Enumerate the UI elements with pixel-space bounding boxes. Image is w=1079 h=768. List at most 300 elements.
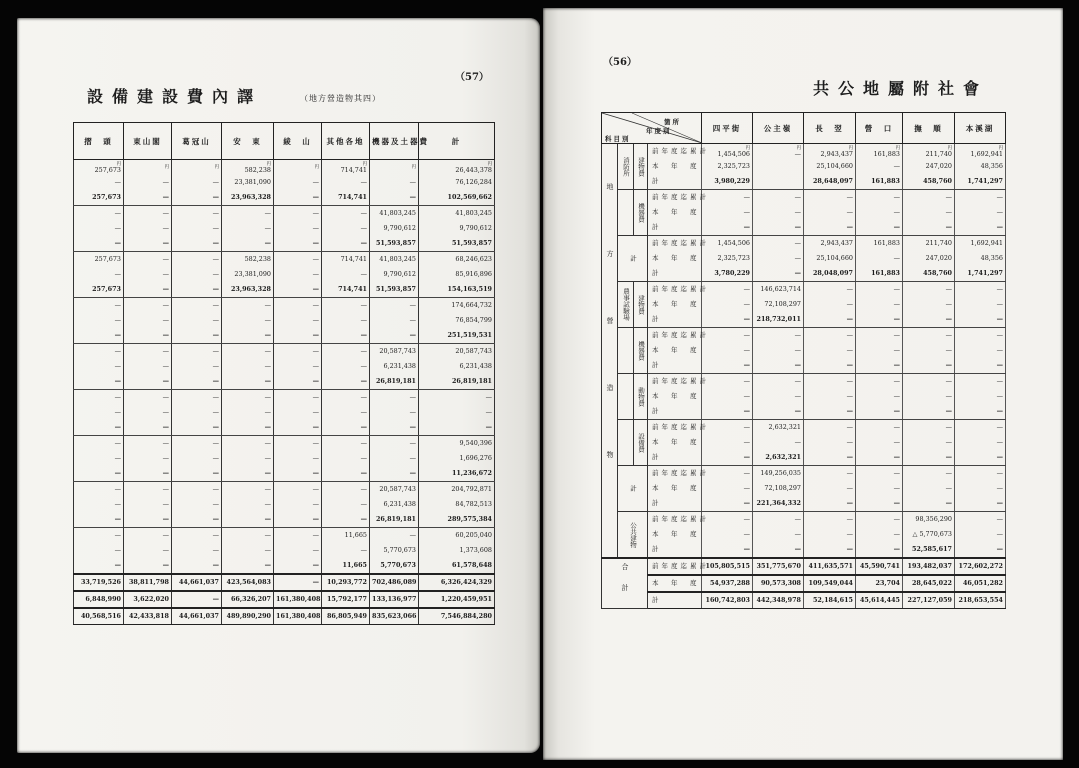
table-cell: 2,325,723: [702, 251, 753, 266]
table-cell: 702,486,089: [370, 574, 419, 591]
table-cell: 52,184,615: [804, 592, 856, 609]
table-cell: —: [172, 298, 222, 314]
table-row: [74, 282, 495, 298]
table-cell: —: [274, 221, 322, 236]
row-label: 前年度迄累計: [648, 190, 702, 206]
table-cell: 458,760: [903, 266, 955, 282]
table-row: [602, 159, 1006, 174]
table-cell: 193,482,037: [903, 558, 955, 575]
table-cell: —: [702, 343, 753, 358]
table-cell: 20,587,743: [419, 344, 495, 360]
col-header: 安 東: [222, 123, 274, 160]
table-cell: 円 211,740: [903, 144, 955, 160]
table-row: [602, 527, 1006, 542]
table-cell: —: [274, 466, 322, 482]
table-row: [74, 252, 495, 268]
col-header: 其他各地: [322, 123, 370, 160]
table-cell: —: [274, 574, 322, 591]
table-cell: —: [322, 267, 370, 282]
row-label: 本 年 度: [648, 297, 702, 312]
table-cell: 41,803,245: [419, 206, 495, 222]
category-label: 農事試驗場: [618, 282, 634, 328]
table-cell: —: [274, 252, 322, 268]
table-cell: —: [172, 344, 222, 360]
table-cell: 9,790,612: [370, 221, 419, 236]
table-cell: —: [753, 205, 804, 220]
table-cell: 40,568,516: [74, 608, 124, 625]
table-cell: 251,519,531: [419, 328, 495, 344]
table-cell: —: [172, 451, 222, 466]
corner-year: 年度別: [646, 127, 672, 135]
table-cell: —: [274, 451, 322, 466]
table-cell: —: [903, 205, 955, 220]
table-cell: 円 1,692,941: [955, 144, 1006, 160]
table-cell: 102,569,662: [419, 190, 495, 206]
table-row: [74, 512, 495, 528]
table-cell: —: [222, 512, 274, 528]
table-cell: —: [856, 358, 903, 374]
table-cell: —: [74, 236, 124, 252]
table-cell: —: [753, 343, 804, 358]
col-header: 計: [419, 123, 495, 160]
table-row: [74, 558, 495, 574]
table-cell: —: [753, 527, 804, 542]
table-row: [74, 267, 495, 282]
table-cell: —: [804, 542, 856, 558]
table-cell: 1,696,276: [419, 451, 495, 466]
table-row: [74, 497, 495, 512]
table-row: [74, 528, 495, 544]
table-cell: 3,780,229: [702, 266, 753, 282]
table-cell: —: [124, 267, 172, 282]
table-cell: —: [274, 359, 322, 374]
table-cell: —: [856, 404, 903, 420]
table-row: [602, 466, 1006, 482]
table-cell: 98,356,290: [903, 512, 955, 528]
yen-mark: 円: [266, 161, 271, 167]
table-cell: 51,593,857: [370, 236, 419, 252]
table-cell: —: [370, 175, 419, 190]
row-label: 計: [648, 496, 702, 512]
yen-mark: 円: [487, 161, 492, 167]
table-cell: 76,854,799: [419, 313, 495, 328]
category-label: 計: [618, 466, 648, 512]
table-cell: —: [222, 313, 274, 328]
table-cell: 154,163,519: [419, 282, 495, 298]
row-label: 本 年 度: [648, 159, 702, 174]
table-row: [74, 420, 495, 436]
col-header: 撫 順: [903, 113, 955, 144]
table-cell: 1,373,608: [419, 543, 495, 558]
table-row: [74, 543, 495, 558]
table-row: [602, 174, 1006, 190]
table-cell: —: [322, 298, 370, 314]
table-row: [74, 436, 495, 452]
table-cell: 1,741,297: [955, 266, 1006, 282]
table-cell: 41,803,245: [370, 206, 419, 222]
table-cell: 23,963,328: [222, 190, 274, 206]
table-cell: —: [804, 404, 856, 420]
table-cell: —: [370, 190, 419, 206]
table-cell: —: [370, 405, 419, 420]
table-cell: —: [124, 497, 172, 512]
table-cell: —: [74, 298, 124, 314]
col-header: 葛冠山: [172, 123, 222, 160]
table-cell: —: [172, 420, 222, 436]
table-cell: 51,593,857: [370, 282, 419, 298]
row-label: 前年度迄累計: [648, 374, 702, 390]
table-cell: 20,587,743: [370, 344, 419, 360]
table-cell: —: [222, 298, 274, 314]
table-cell: 51,593,857: [419, 236, 495, 252]
row-label: 本 年 度: [648, 435, 702, 450]
table-row: [602, 251, 1006, 266]
table-cell: 86,805,949: [322, 608, 370, 625]
table-cell: 円 582,238: [222, 160, 274, 176]
table-cell: —: [903, 328, 955, 344]
table-cell: —: [274, 558, 322, 574]
row-label: 本 年 度: [648, 527, 702, 542]
table-cell: —: [903, 496, 955, 512]
table-cell: 25,104,660: [804, 159, 856, 174]
table-cell: —: [856, 297, 903, 312]
table-cell: 160,742,803: [702, 592, 753, 609]
table-cell: —: [856, 435, 903, 450]
table-cell: —: [222, 374, 274, 390]
table-cell: —: [74, 466, 124, 482]
col-header: 本溪湖: [955, 113, 1006, 144]
table-cell: 45,614,445: [856, 592, 903, 609]
table-cell: —: [274, 543, 322, 558]
table-cell: —: [322, 390, 370, 406]
table-cell: 68,246,623: [419, 252, 495, 268]
table-cell: 円 1,454,506: [702, 144, 753, 160]
table-cell: 9,540,396: [419, 436, 495, 452]
table-cell: 172,602,272: [955, 558, 1006, 575]
table-cell: —: [74, 313, 124, 328]
table-cell: 161,883: [856, 266, 903, 282]
table-cell: —: [804, 496, 856, 512]
table-cell: —: [903, 374, 955, 390]
subcategory-label: 機器費: [634, 328, 648, 374]
row-label: 前年度迄累計: [648, 420, 702, 436]
table-cell: —: [222, 344, 274, 360]
table-cell: [753, 174, 804, 190]
table-cell: —: [274, 420, 322, 436]
table-row: [74, 608, 495, 625]
table-cell: 2,325,723: [702, 159, 753, 174]
table-cell: —: [172, 267, 222, 282]
table-row: [602, 389, 1006, 404]
table-row: [602, 558, 1006, 575]
table-cell: —: [753, 404, 804, 420]
category-label: [618, 374, 634, 420]
row-label: 本 年 度: [648, 343, 702, 358]
table-cell: —: [856, 542, 903, 558]
table-cell: —: [804, 527, 856, 542]
table-row: [74, 221, 495, 236]
table-cell: 28,048,097: [804, 266, 856, 282]
table-cell: —: [172, 482, 222, 498]
page-number: （56）: [603, 57, 637, 68]
table-cell: —: [856, 420, 903, 436]
table-cell: —: [804, 343, 856, 358]
table-row: [602, 496, 1006, 512]
table-cell: —: [172, 390, 222, 406]
corner-subject: 科目別: [605, 135, 631, 143]
table-cell: 28,648,097: [804, 174, 856, 190]
yen-mark: 円: [411, 165, 416, 170]
table-cell: 円 161,883: [856, 144, 903, 160]
table-cell: —: [702, 420, 753, 436]
table-cell: —: [172, 374, 222, 390]
table-cell: —: [172, 190, 222, 206]
table-cell: —: [172, 405, 222, 420]
table-cell: —: [274, 497, 322, 512]
table-cell: —: [955, 496, 1006, 512]
yen-mark: 円: [116, 161, 121, 167]
subcategory-label: 設備費: [634, 420, 648, 466]
table-cell: —: [124, 451, 172, 466]
subcategory-label: 動物費: [634, 374, 648, 420]
row-label: 計: [648, 404, 702, 420]
row-label: 計: [648, 174, 702, 190]
table-cell: 60,205,040: [419, 528, 495, 544]
table-cell: —: [74, 221, 124, 236]
table-row: [602, 592, 1006, 609]
table-cell: 458,760: [903, 174, 955, 190]
table-cell: —: [370, 451, 419, 466]
table-cell: 円 714,741: [322, 160, 370, 176]
total-label: 合計: [602, 558, 648, 609]
col-header: 營 口: [856, 113, 903, 144]
table-cell: —: [124, 512, 172, 528]
table-cell: 円 26,443,378: [419, 160, 495, 176]
table-cell: 66,326,207: [222, 591, 274, 608]
row-label: 計: [648, 542, 702, 558]
table-cell: —: [74, 175, 124, 190]
table-cell: —: [804, 328, 856, 344]
category-label: 計: [618, 236, 648, 282]
table-cell: 218,653,554: [955, 592, 1006, 609]
table-cell: 48,356: [955, 251, 1006, 266]
table-row: [602, 542, 1006, 558]
row-label: 計: [648, 312, 702, 328]
table-cell: —: [124, 528, 172, 544]
table-cell: 2,632,321: [753, 450, 804, 466]
row-label: 本 年 度: [648, 251, 702, 266]
table-cell: —: [124, 482, 172, 498]
table-cell: 161,380,408: [274, 591, 322, 608]
table-cell: —: [955, 220, 1006, 236]
table-cell: —: [322, 436, 370, 452]
table-cell: —: [955, 420, 1006, 436]
table-cell: [753, 159, 804, 174]
table-row: [602, 220, 1006, 236]
table-cell: 411,635,571: [804, 558, 856, 575]
table-cell: —: [702, 220, 753, 236]
table-cell: 6,231,438: [370, 359, 419, 374]
table-cell: —: [222, 206, 274, 222]
table-cell: 44,661,037: [172, 608, 222, 625]
section-label: 地方營造物: [602, 144, 618, 559]
table-cell: —: [419, 405, 495, 420]
table-cell: —: [222, 420, 274, 436]
table-cell: 44,661,037: [172, 574, 222, 591]
left-ledger-table: [73, 122, 495, 625]
row-label: 前年度迄累計: [648, 144, 702, 160]
col-header: 東山閣: [124, 123, 172, 160]
table-cell: —: [856, 389, 903, 404]
table-cell: 54,937,288: [702, 575, 753, 592]
table-cell: —: [856, 527, 903, 542]
row-label: 計: [648, 220, 702, 236]
table-cell: 1,692,941: [955, 236, 1006, 252]
table-cell: —: [804, 466, 856, 482]
table-cell: —: [702, 466, 753, 482]
table-cell: —: [222, 528, 274, 544]
table-cell: —: [322, 466, 370, 482]
table-cell: —: [903, 389, 955, 404]
table-cell: —: [124, 344, 172, 360]
table-cell: —: [753, 435, 804, 450]
table-cell: —: [955, 297, 1006, 312]
table-cell: —: [274, 482, 322, 498]
yen-mark: 円: [998, 145, 1003, 151]
table-cell: 72,108,297: [753, 481, 804, 496]
table-cell: —: [370, 466, 419, 482]
table-cell: —: [804, 312, 856, 328]
table-cell: —: [172, 466, 222, 482]
yen-mark: 円: [848, 145, 853, 151]
yen-mark: 円: [164, 165, 169, 170]
page-number: （57）: [455, 72, 489, 83]
table-cell: 45,590,741: [856, 558, 903, 575]
table-cell: —: [124, 359, 172, 374]
table-cell: 6,326,424,329: [419, 574, 495, 591]
table-cell: —: [74, 558, 124, 574]
table-cell: —: [124, 436, 172, 452]
table-cell: —: [955, 527, 1006, 542]
table-cell: —: [124, 175, 172, 190]
table-cell: —: [702, 328, 753, 344]
table-cell: —: [74, 206, 124, 222]
table-cell: —: [74, 482, 124, 498]
table-row: [602, 282, 1006, 298]
category-label: 消防所: [618, 144, 634, 190]
table-cell: 33,719,526: [74, 574, 124, 591]
table-cell: —: [955, 343, 1006, 358]
table-cell: 25,104,660: [804, 251, 856, 266]
table-cell: —: [124, 390, 172, 406]
table-cell: —: [222, 221, 274, 236]
row-label: 本 年 度: [648, 205, 702, 220]
table-cell: 289,575,384: [419, 512, 495, 528]
left-page: [17, 18, 540, 753]
table-cell: —: [702, 527, 753, 542]
table-cell: 2,632,321: [753, 420, 804, 436]
table-cell: —: [955, 328, 1006, 344]
table-cell: 211,740: [903, 236, 955, 252]
table-cell: —: [856, 190, 903, 206]
table-cell: —: [955, 466, 1006, 482]
table-cell: —: [804, 481, 856, 496]
table-cell: 11,236,672: [419, 466, 495, 482]
table-cell: —: [370, 420, 419, 436]
yen-mark: 円: [362, 161, 367, 167]
table-cell: —: [856, 282, 903, 298]
table-cell: —: [702, 297, 753, 312]
table-cell: —: [903, 190, 955, 206]
table-cell: 835,623,066: [370, 608, 419, 625]
table-cell: —: [955, 312, 1006, 328]
table-cell: —: [222, 482, 274, 498]
table-cell: —: [172, 359, 222, 374]
table-cell: —: [124, 190, 172, 206]
table-cell: —: [322, 359, 370, 374]
category-label: [618, 190, 634, 236]
table-cell: 3,622,020: [124, 591, 172, 608]
table-cell: [274, 160, 322, 176]
table-cell: —: [222, 543, 274, 558]
yen-mark: 円: [214, 165, 219, 170]
table-cell: —: [856, 466, 903, 482]
table-cell: —: [753, 512, 804, 528]
table-cell: 26,819,181: [419, 374, 495, 390]
table-cell: —: [172, 313, 222, 328]
table-cell: —: [903, 481, 955, 496]
table-cell: —: [322, 512, 370, 528]
row-label: 本 年 度: [648, 389, 702, 404]
table-cell: —: [222, 436, 274, 452]
corner-place: 箇所: [664, 118, 681, 126]
col-header: 綾 山: [274, 123, 322, 160]
table-cell: —: [172, 558, 222, 574]
table-cell: 38,811,798: [124, 574, 172, 591]
table-cell: —: [856, 251, 903, 266]
table-cell: —: [124, 206, 172, 222]
table-cell: —: [856, 343, 903, 358]
table-cell: 23,381,090: [222, 175, 274, 190]
right-page: [543, 8, 1063, 760]
table-cell: —: [74, 405, 124, 420]
table-cell: —: [74, 451, 124, 466]
table-row: [74, 405, 495, 420]
table-cell: 48,356: [955, 159, 1006, 174]
category-label: 公共建物: [618, 512, 648, 559]
table-cell: —: [903, 297, 955, 312]
table-cell: △ 5,770,673: [903, 527, 955, 542]
table-cell: —: [172, 206, 222, 222]
table-cell: —: [903, 466, 955, 482]
table-cell: —: [274, 313, 322, 328]
table-cell: —: [702, 312, 753, 328]
table-cell: —: [702, 481, 753, 496]
table-cell: —: [124, 405, 172, 420]
table-cell: —: [753, 220, 804, 236]
table-cell: —: [172, 543, 222, 558]
table-cell: —: [222, 451, 274, 466]
table-cell: —: [753, 251, 804, 266]
table-cell: 9,790,612: [370, 267, 419, 282]
table-cell: —: [222, 405, 274, 420]
table-row: [602, 343, 1006, 358]
row-label: 前年度迄累計: [648, 512, 702, 528]
table-cell: —: [370, 390, 419, 406]
table-cell: —: [322, 543, 370, 558]
table-cell: —: [702, 404, 753, 420]
table-cell: —: [172, 221, 222, 236]
